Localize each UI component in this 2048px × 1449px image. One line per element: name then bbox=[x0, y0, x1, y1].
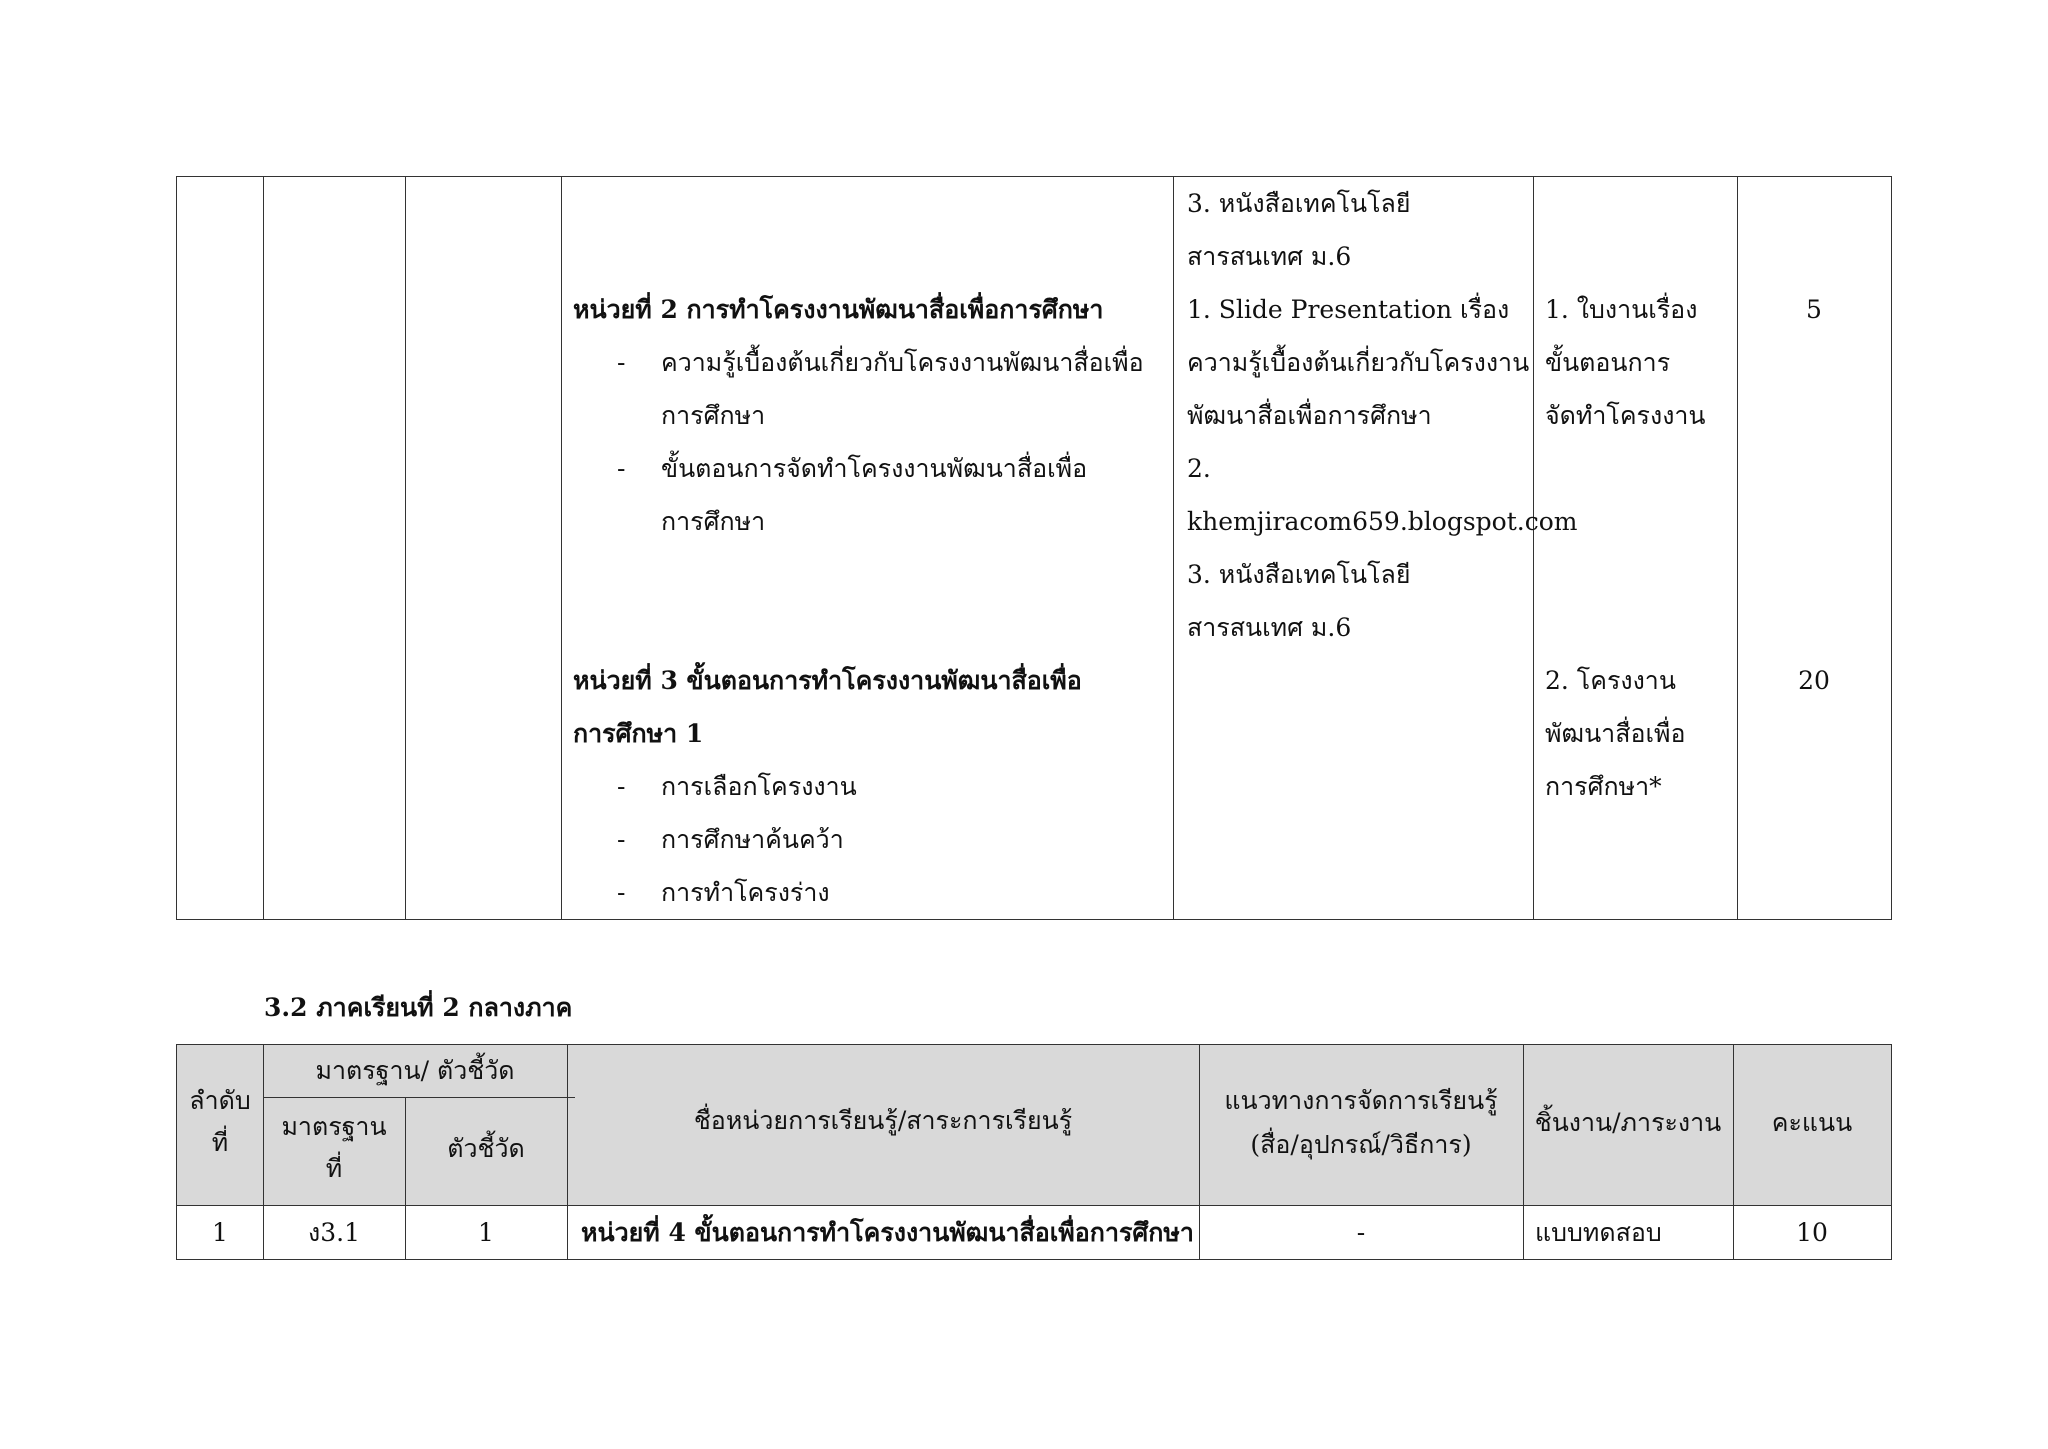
unit2-item: ขั้นตอนการจัดทำโครงงานพัฒนาสื่อเพื่อ bbox=[661, 454, 1088, 483]
column-divider bbox=[263, 177, 264, 919]
row-score: 10 bbox=[1796, 1218, 1828, 1247]
header-work: ชิ้นงาน/ภาระงาน bbox=[1534, 1108, 1722, 1137]
header-approach: แนวทางการจัดการเรียนรู้ bbox=[1224, 1086, 1498, 1115]
unit3-title-cont: การศึกษา 1 bbox=[573, 719, 704, 748]
unit2-item: ความรู้เบื้องต้นเกี่ยวกับโครงงานพัฒนาสื่อเพื่อ bbox=[661, 348, 1144, 377]
row-work: แบบทดสอบ bbox=[1535, 1218, 1662, 1247]
unit3-item: การเลือกโครงงาน bbox=[661, 772, 857, 801]
header-order: ลำดับ bbox=[189, 1086, 251, 1115]
header-standard-group: มาตรฐาน/ ตัวชี้วัด bbox=[315, 1056, 515, 1085]
header-bottom-border bbox=[177, 1205, 1891, 1206]
bullet-dash: - bbox=[617, 348, 626, 377]
work-line: การศึกษา* bbox=[1545, 772, 1662, 801]
header-score: คะแนน bbox=[1771, 1108, 1853, 1137]
resource-line: 3. หนังสือเทคโนโลยี bbox=[1187, 560, 1411, 589]
unit3-item: การทำโครงร่าง bbox=[661, 878, 830, 907]
unit3-item: การศึกษาค้นคว้า bbox=[661, 825, 844, 854]
header-indicator: ตัวชี้วัด bbox=[447, 1134, 525, 1163]
curriculum-table-continued bbox=[176, 176, 1892, 920]
header-divider bbox=[263, 1097, 575, 1098]
unit3-title: หน่วยที่ 3 ขั้นตอนการทำโครงงานพัฒนาสื่อเพื่อ bbox=[573, 666, 1082, 695]
score-value: 20 bbox=[1798, 666, 1830, 695]
column-divider bbox=[1523, 1045, 1524, 1259]
column-divider bbox=[1533, 177, 1534, 919]
column-divider bbox=[561, 177, 562, 919]
work-line: พัฒนาสื่อเพื่อ bbox=[1545, 719, 1686, 748]
resource-line: สารสนเทศ ม.6 bbox=[1187, 613, 1352, 642]
resource-url: khemjiracom659.blogspot.com bbox=[1187, 507, 1578, 536]
section-heading: 3.2 ภาคเรียนที่ 2 กลางภาค bbox=[264, 993, 573, 1022]
unit2-item-cont: การศึกษา bbox=[661, 401, 766, 430]
header-approach-cont: (สื่อ/อุปกรณ์/วิธีการ) bbox=[1250, 1130, 1472, 1159]
header-standard: มาตรฐาน bbox=[281, 1112, 387, 1141]
work-line: 2. โครงงาน bbox=[1545, 666, 1676, 695]
resource-line: พัฒนาสื่อเพื่อการศึกษา bbox=[1187, 401, 1432, 430]
header-standard-cont: ที่ bbox=[325, 1154, 343, 1183]
header-order-cont: ที่ bbox=[211, 1128, 229, 1157]
bullet-dash: - bbox=[617, 825, 626, 854]
unit2-item-cont: การศึกษา bbox=[661, 507, 766, 536]
bullet-dash: - bbox=[617, 454, 626, 483]
work-line: 1. ใบงานเรื่อง bbox=[1545, 295, 1698, 324]
work-line: จัดทำโครงงาน bbox=[1545, 401, 1706, 430]
row-standard: ง3.1 bbox=[308, 1218, 360, 1247]
row-unit: หน่วยที่ 4 ขั้นตอนการทำโครงงานพัฒนาสื่อเพื่อการศึกษา bbox=[581, 1218, 1194, 1247]
header-unit-name: ชื่อหน่วยการเรียนรู้/สาระการเรียนรู้ bbox=[693, 1106, 1073, 1135]
unit2-title: หน่วยที่ 2 การทำโครงงานพัฒนาสื่อเพื่อการศึกษา bbox=[573, 295, 1104, 324]
row-indicator: 1 bbox=[478, 1218, 494, 1247]
column-divider bbox=[567, 1045, 568, 1259]
row-order: 1 bbox=[212, 1218, 228, 1247]
score-value: 5 bbox=[1806, 295, 1822, 324]
resource-line: สารสนเทศ ม.6 bbox=[1187, 242, 1352, 271]
resource-line: 1. Slide Presentation เรื่อง bbox=[1187, 295, 1510, 324]
resource-line: 2. bbox=[1187, 454, 1211, 483]
column-divider bbox=[405, 177, 406, 919]
resource-line: ความรู้เบื้องต้นเกี่ยวกับโครงงาน bbox=[1187, 348, 1530, 377]
resource-line: 3. หนังสือเทคโนโลยี bbox=[1187, 189, 1411, 218]
row-approach: - bbox=[1356, 1218, 1366, 1247]
work-line: ขั้นตอนการ bbox=[1545, 348, 1671, 377]
bullet-dash: - bbox=[617, 878, 626, 907]
bullet-dash: - bbox=[617, 772, 626, 801]
curriculum-table-term2 bbox=[176, 1044, 1892, 1260]
column-divider bbox=[1173, 177, 1174, 919]
